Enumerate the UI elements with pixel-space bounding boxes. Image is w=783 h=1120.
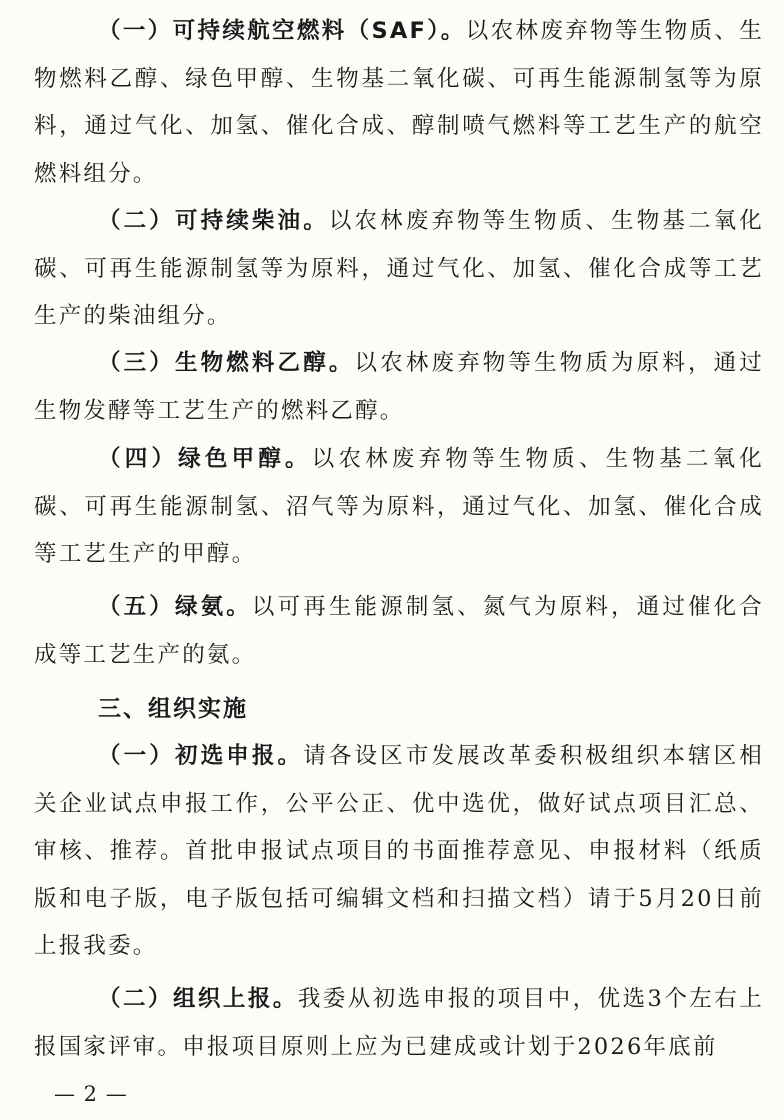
- paragraph-lead: （一）可持续航空燃料（SAF）。: [98, 18, 466, 44]
- paragraph-text: 以农林废弃物等生物质为原料，通过生物发酵等工艺生产的燃料乙醇。: [34, 350, 764, 424]
- paragraph-text: 我委从初选申报的项目中，优选3个左右上报国家评审。申报项目原则上应为已建成或计划于2026年底前: [34, 986, 764, 1060]
- paragraph-organize-submission: [34, 976, 764, 1071]
- paragraph-saf: [34, 8, 764, 198]
- paragraph-ethanol: [34, 340, 764, 435]
- paragraph-diesel: [34, 198, 764, 341]
- paragraph-text: 以农林废弃物等生物质、生物基二氧化碳、可再生能源制氢等为原料，通过气化、加氢、催化合成等工艺生产的柴油组分。: [34, 208, 764, 329]
- paragraph-lead: （二）可持续柴油。: [98, 208, 329, 234]
- paragraph-ammonia: [34, 584, 764, 679]
- paragraph-lead: （三）生物燃料乙醇。: [98, 350, 355, 376]
- paragraph-methanol: [34, 436, 764, 579]
- paragraph-text: 以农林废弃物等生物质、生物基二氧化碳、可再生能源制氢、沼气等为原料，通过气化、加氢、催化合成等工艺生产的甲醇。: [34, 446, 764, 567]
- page-number: — 2 —: [54, 1082, 128, 1106]
- paragraph-lead: （五）绿氨。: [98, 594, 252, 620]
- paragraph-lead: （二）组织上报。: [98, 986, 298, 1012]
- paragraph-lead: （一）初选申报。: [98, 743, 304, 769]
- paragraph-text: 请各设区市发展改革委积极组织本辖区相关企业试点申报工作，公平公正、优中选优，做好试点项目汇总、审核、推荐。首批申报试点项目的书面推荐意见、申报材料（纸质版和电子版，电子版包括可编辑文档和扫描文档）请于5月20日前上报我委。: [34, 743, 764, 959]
- paragraph-text: 以农林废弃物等生物质、生物燃料乙醇、绿色甲醇、生物基二氧化碳、可再生能源制氢等为原料，通过气化、加氢、催化合成、醇制喷气燃料等工艺生产的航空燃料组分。: [34, 18, 764, 187]
- paragraph-text: 以可再生能源制氢、氮气为原料，通过催化合成等工艺生产的氨。: [34, 594, 764, 668]
- paragraph-lead: （四）绿色甲醇。: [98, 446, 312, 472]
- section-heading: 三、组织实施: [98, 696, 248, 722]
- paragraph-initial-application: [34, 733, 764, 971]
